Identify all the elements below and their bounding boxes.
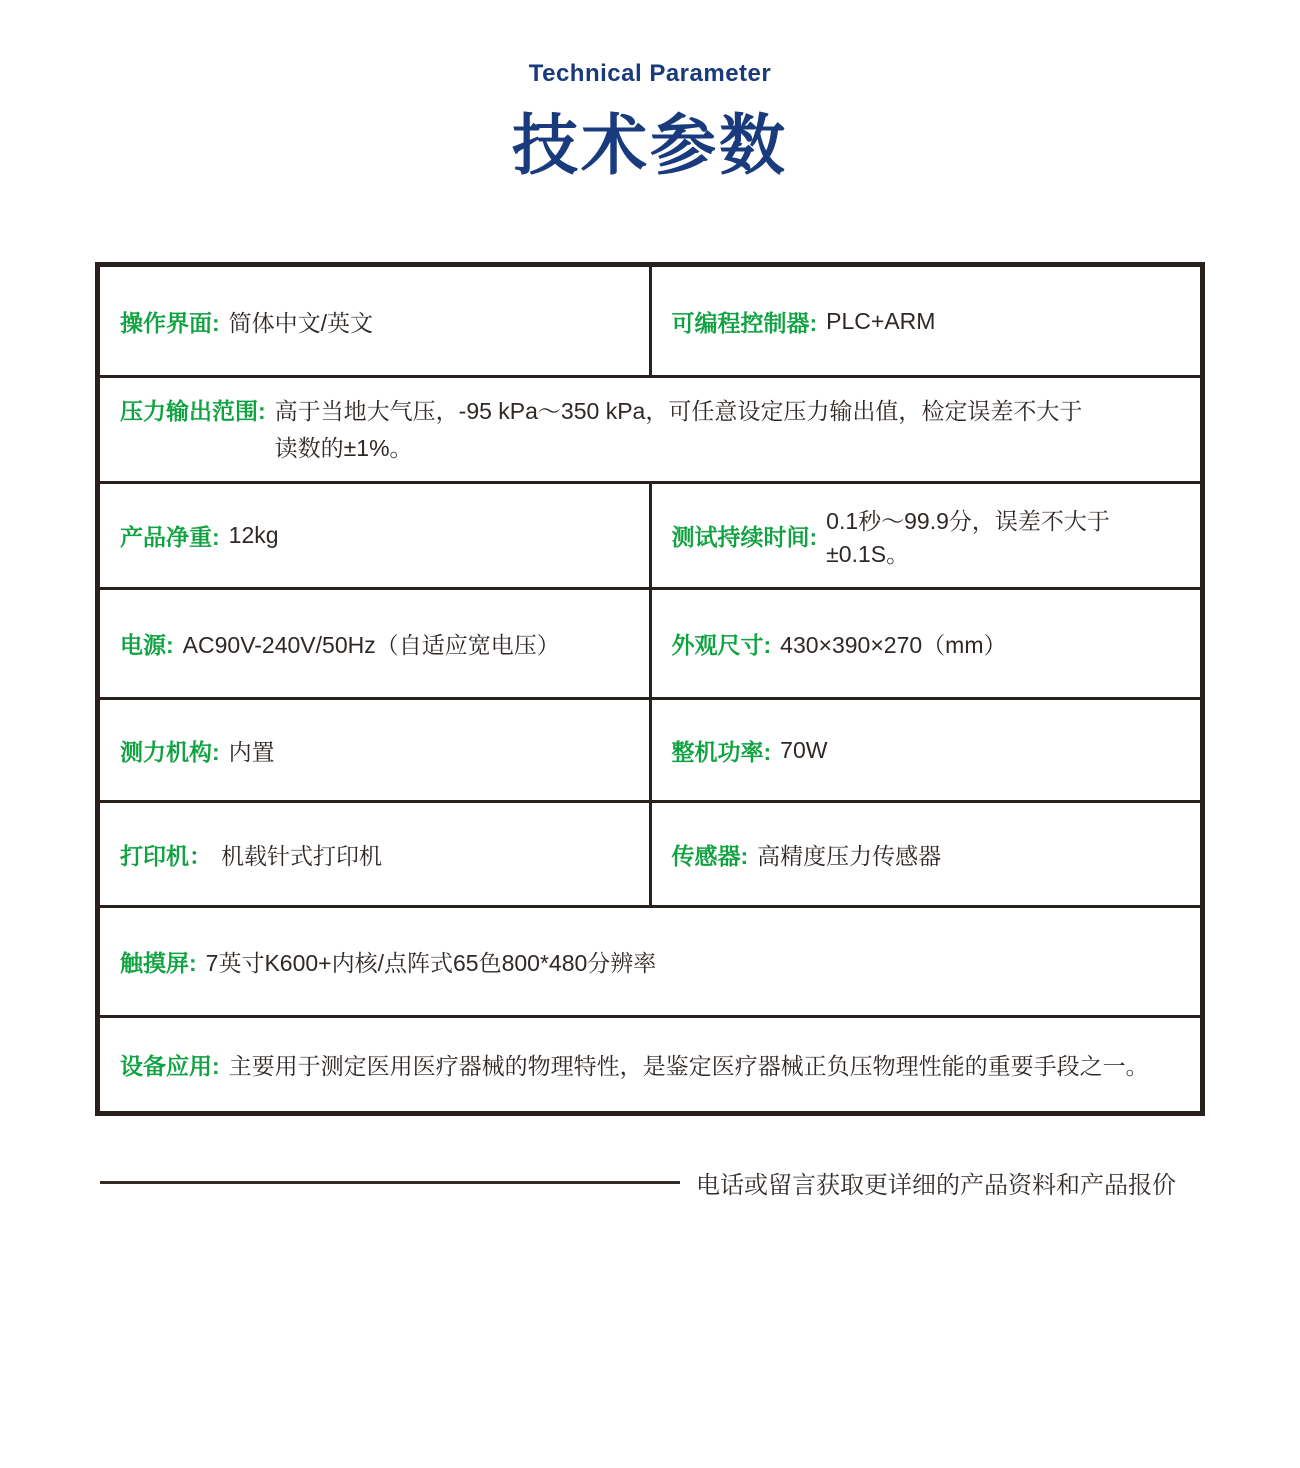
page-title: 技术参数 — [512, 108, 788, 182]
footer — [100, 1158, 1215, 1206]
cell-value-line: 高于当地大气压，-95 kPa～350 kPa，可任意设定压力输出值，检定误差不大于 — [274, 397, 1083, 424]
cell-label: 电源: — [120, 632, 174, 658]
header-subtitle: Technical Parameter — [528, 60, 772, 87]
cell-value: AC90V-240V/50Hz（自适应宽电压） — [182, 632, 560, 658]
cell-label: 整机功率: — [671, 738, 772, 765]
cell-label: 传感器: — [671, 842, 749, 869]
cell-value-block — [275, 393, 1083, 467]
cell-force-mechanism — [100, 700, 649, 800]
cell-value: 内置 — [228, 738, 275, 765]
cell-value: 机载针式打印机 — [221, 842, 382, 869]
footer-note: 电话或留言获取更详细的产品资料和产品报价 — [696, 1171, 1176, 1199]
cell-printer — [100, 803, 649, 905]
cell-label: 设备应用: — [120, 1053, 220, 1079]
cell-total-power — [649, 700, 1201, 800]
spec-table — [95, 262, 1205, 1116]
spec-row-3 — [100, 484, 1200, 590]
cell-label: 外观尺寸: — [671, 632, 772, 658]
cell-sensor — [649, 803, 1201, 905]
spec-row-7 — [100, 908, 1200, 1018]
cell-ui-language — [100, 267, 649, 375]
cell-value: 12kg — [228, 522, 279, 548]
cell-touchscreen — [100, 908, 1200, 1015]
spec-row-1 — [100, 267, 1200, 378]
cell-value: 430×390×270（mm） — [780, 632, 1007, 658]
cell-dimensions — [649, 590, 1201, 697]
cell-controller — [649, 267, 1201, 375]
cell-label: 打印机： — [120, 842, 212, 869]
footer-divider-line — [100, 1181, 680, 1184]
spec-row-8 — [100, 1018, 1200, 1111]
spec-row-2 — [100, 378, 1200, 484]
spec-row-5 — [100, 700, 1200, 803]
spec-row-6 — [100, 803, 1200, 908]
cell-value: 0.1秒～99.9分，误差不大于±0.1S。 — [826, 507, 1110, 567]
cell-value: 7英寸K600+内核/点阵式65色800*480分辨率 — [205, 950, 657, 976]
cell-test-duration — [649, 484, 1201, 587]
cell-label: 操作界面: — [120, 309, 220, 336]
cell-value: PLC+ARM — [826, 307, 936, 334]
cell-label: 触摸屏: — [120, 950, 197, 976]
cell-label: 产品净重: — [120, 524, 220, 550]
cell-label: 压力输出范围: — [120, 397, 266, 424]
cell-value: 主要用于测定医用医疗器械的物理特性，是鉴定医疗器械正负压物理性能的重要手段之一。 — [228, 1053, 1149, 1079]
cell-net-weight — [100, 484, 649, 587]
cell-power-supply — [100, 590, 649, 697]
cell-application — [100, 1018, 1200, 1111]
cell-label: 测力机构: — [120, 738, 220, 765]
cell-value: 高精度压力传感器 — [757, 842, 942, 869]
cell-label: 测试持续时间: — [671, 524, 818, 550]
cell-content — [120, 393, 1082, 467]
cell-value: 70W — [780, 736, 828, 763]
cell-pressure-range — [100, 378, 1200, 481]
cell-label: 可编程控制器: — [671, 309, 818, 336]
cell-value-line: 读数的±1%。 — [274, 434, 413, 461]
cell-value: 简体中文/英文 — [228, 309, 374, 336]
spec-row-4 — [100, 590, 1200, 700]
